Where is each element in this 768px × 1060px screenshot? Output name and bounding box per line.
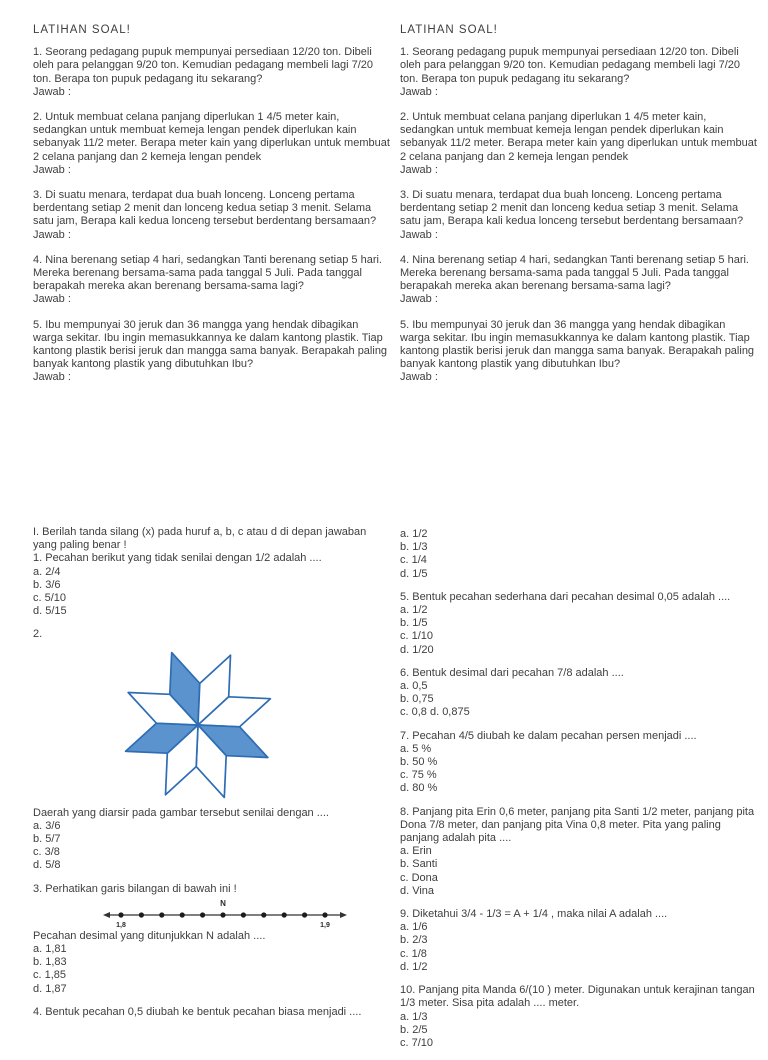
point-label: N — [220, 898, 226, 908]
answer-label: Jawab : — [33, 228, 71, 241]
answer-label: Jawab : — [33, 85, 71, 98]
option: c. Dona — [400, 871, 438, 884]
essay-question-1 — [400, 46, 758, 99]
page1-left-column — [33, 24, 391, 397]
option: a. 1/6 — [400, 921, 428, 934]
options-list — [400, 921, 758, 974]
mc-question-10 — [400, 984, 758, 1050]
question-stem: 8. Panjang pita Erin 0,6 meter, panjang pita Santi 1/2 meter, panjang pita Dona 7/8 meter, dan panjang pita Vina 0,8 meter. Pita yang paling panjang adalah pita .... — [400, 805, 755, 845]
option: d. Vina — [400, 884, 435, 897]
mc-question-7 — [400, 730, 758, 796]
option: b. 2/3 — [400, 934, 428, 947]
question-stem: 5. Bentuk pecahan sederhana dari pecahan desimal 0,05 adalah .... — [400, 590, 731, 603]
question-stem: 6. Bentuk desimal dari pecahan 7/8 adalah .... — [400, 666, 624, 679]
left-arrow-icon — [103, 912, 110, 918]
essay-question-4 — [400, 254, 758, 307]
question-stem: 4. Bentuk pecahan 0,5 diubah ke bentuk pecahan biasa menjadi .... — [33, 1005, 362, 1018]
option: c. 3/8 — [33, 846, 60, 859]
option: b. 1,83 — [33, 956, 67, 969]
option: b. 1/5 — [400, 617, 428, 630]
number-line-figure — [103, 899, 347, 929]
option: a. 2/4 — [33, 565, 61, 578]
tick-dot — [139, 912, 144, 917]
start-tick-label: 1,8 — [116, 921, 126, 929]
question-stem: 10. Panjang pita Manda 6/(10 ) meter. Digunakan untuk kerajinan tangan 1/3 meter. Sisa pita adalah .... meter. — [400, 984, 755, 1010]
option: a. 1/2 — [400, 604, 428, 617]
option: a. Erin — [400, 845, 432, 858]
essay-question-4 — [33, 254, 391, 307]
question-stem: Daerah yang diarsir pada gambar tersebut senilai dengan .... — [33, 806, 329, 819]
option: a. 1/3 — [400, 1010, 428, 1023]
tick-dot — [220, 912, 225, 917]
page2-left-column — [33, 526, 391, 1029]
answer-label: Jawab : — [400, 371, 438, 384]
essay-question-1 — [33, 46, 391, 99]
option: d. 1/5 — [400, 567, 428, 580]
question-text: 3. Di suatu menara, terdapat dua buah lonceng. Lonceng pertama berdentang setiap 2 menit dan lonceng kedua setiap 3 menit. Selama satu jam, Berapa kali kedua lonceng tersebut berdentang bersamaan? — [400, 189, 744, 228]
question-text: 3. Di suatu menara, terdapat dua buah lonceng. Lonceng pertama berdentang setiap 2 menit dan lonceng kedua setiap 3 menit. Selama satu jam, Berapa kali kedua lonceng tersebut berdentang bersamaan? — [33, 189, 377, 228]
option: d. 80 % — [400, 782, 438, 795]
option: b. 50 % — [400, 756, 438, 769]
right-arrow-icon — [340, 912, 347, 918]
mc-question-9 — [400, 908, 758, 974]
option: d. 1,87 — [33, 982, 67, 995]
tick-dot — [322, 912, 327, 917]
option: a. 3/6 — [33, 819, 61, 832]
number-line-svg — [103, 899, 347, 929]
question-text: 5. Ibu mempunyai 30 jeruk dan 36 mangga yang hendak dibagikan warga sekitar. Ibu ingin memasukkannya ke dalam kantong plastik. Tiap kantong plastik berisi jeruk dan mangga sama banyak. Berapakah paling banyak kantong plastik yang dibutuhkan Ibu? — [400, 318, 755, 371]
question-text: 5. Ibu mempunyai 30 jeruk dan 36 mangga yang hendak dibagikan warga sekitar. Ibu ingin memasukkannya ke dalam kantong plastik. Tiap kantong plastik berisi jeruk dan mangga sama banyak. Berapakah paling banyak kantong plastik yang dibutuhkan Ibu? — [33, 318, 388, 371]
tick-dot — [180, 912, 185, 917]
question-number: 2. — [33, 628, 43, 641]
options-list — [33, 820, 391, 873]
question-text: 1. Seorang pedagang pupuk mempunyai persediaan 12/20 ton. Dibeli oleh para pelanggan 9/20 ton. Kemudian pedagang membeli lagi 7/20 ton. Berapa ton pupuk pedagang itu sekarang? — [33, 46, 374, 85]
question-stem: 3. Perhatikan garis bilangan di bawah ini ! — [33, 882, 237, 895]
answer-label: Jawab : — [400, 85, 438, 98]
question-text: 4. Nina berenang setiap 4 hari, sedangkan Tanti berenang setiap 5 hari. Mereka berenang bersama-sama pada tanggal 5 Juli. Pada tanggal berapakah mereka akan berenang bersama-sama lagi? — [400, 253, 749, 293]
option: d. 5/15 — [33, 605, 67, 618]
answer-label: Jawab : — [33, 163, 71, 176]
mc-question-1 — [33, 552, 391, 618]
essay-question-5 — [33, 319, 391, 385]
options-list — [33, 566, 391, 619]
answer-label: Jawab : — [400, 163, 438, 176]
star-figure-svg — [110, 647, 286, 805]
tick-dot — [282, 912, 287, 917]
tick-dot — [159, 912, 164, 917]
mc-instruction: I. Berilah tanda silang (x) pada huruf a, b, c atau d di depan jawaban yang paling benar ! — [33, 526, 367, 552]
question-stem: Pecahan desimal yang ditunjukkan N adalah .... — [33, 929, 266, 942]
options-list — [400, 743, 758, 796]
page2-right-column — [400, 528, 758, 1060]
question-stem: 1. Pecahan berikut yang tidak senilai dengan 1/2 adalah .... — [33, 552, 322, 565]
mc-question-4-options — [400, 528, 758, 581]
options-list — [400, 845, 758, 898]
option: b. Santi — [400, 858, 438, 871]
essay-question-2 — [33, 111, 391, 177]
option: c. 5/10 — [33, 592, 67, 605]
answer-label: Jawab : — [33, 293, 71, 306]
tick-dot — [118, 912, 123, 917]
options-list — [400, 604, 758, 657]
tick-dot — [241, 912, 246, 917]
answer-label: Jawab : — [400, 293, 438, 306]
option: b. 3/6 — [33, 578, 61, 591]
options-list — [400, 680, 758, 720]
essay-question-3 — [400, 189, 758, 242]
question-stem: 9. Diketahui 3/4 - 1/3 = A + 1/4 , maka nilai A adalah .... — [400, 908, 668, 921]
option: c. 1,85 — [33, 969, 67, 982]
option: c. 1/8 — [400, 947, 427, 960]
star-figure — [110, 647, 286, 805]
options-list — [400, 528, 758, 581]
option: c. 0,8 d. 0,875 — [400, 706, 470, 719]
option: b. 0,75 — [400, 693, 434, 706]
mc-question-4 — [33, 1006, 391, 1019]
essay-question-3 — [33, 189, 391, 242]
mc-question-3 — [33, 883, 391, 996]
tick-dot — [302, 912, 307, 917]
option: b. 2/5 — [400, 1023, 428, 1036]
question-text: 2. Untuk membuat celana panjang diperlukan 1 4/5 meter kain, sedangkan untuk membuat kemeja lengan pendek diperlukan kain sebanyak 11/2 meter. Berapa meter kain yang diperlukan untuk membuat 2 celana panjang dan 2 kemeja lengan pendek — [400, 111, 757, 163]
question-text: 4. Nina berenang setiap 4 hari, sedangkan Tanti berenang setiap 5 hari. Mereka berenang bersama-sama pada tanggal 5 Juli. Pada tanggal berapakah mereka akan berenang bersama-sama lagi? — [33, 253, 382, 293]
options-list — [33, 943, 391, 996]
answer-label: Jawab : — [400, 228, 438, 241]
option: c. 7/10 — [400, 1036, 434, 1049]
question-text: 1. Seorang pedagang pupuk mempunyai persediaan 12/20 ton. Dibeli oleh para pelanggan 9/20 ton. Kemudian pedagang membeli lagi 7/20 ton. Berapa ton pupuk pedagang itu sekarang? — [400, 46, 741, 85]
question-text: 2. Untuk membuat celana panjang diperlukan 1 4/5 meter kain, sedangkan untuk membuat kemeja lengan pendek diperlukan kain sebanyak 11/2 meter. Berapa meter kain yang diperlukan untuk membuat 2 celana panjang dan 2 kemeja lengan pendek — [33, 111, 390, 163]
option: a. 5 % — [400, 742, 432, 755]
option: a. 0,5 — [400, 680, 428, 693]
option: c. 1/4 — [400, 554, 427, 567]
tick-dot — [261, 912, 266, 917]
essay-question-2 — [400, 111, 758, 177]
mc-question-8 — [400, 806, 758, 898]
option: d. 1/20 — [400, 643, 434, 656]
page1-right-column — [400, 24, 758, 397]
option: d. 1/2 — [400, 960, 428, 973]
option: c. 1/10 — [400, 630, 434, 643]
option: c. 75 % — [400, 769, 437, 782]
options-list — [400, 1011, 758, 1051]
essay-question-5 — [400, 319, 758, 385]
option: a. 1/2 — [400, 528, 428, 540]
option: b. 1/3 — [400, 541, 428, 554]
option: b. 5/7 — [33, 833, 61, 846]
end-tick-label: 1,9 — [320, 921, 330, 929]
answer-label: Jawab : — [33, 371, 71, 384]
tick-dot — [200, 912, 205, 917]
worksheet-title: LATIHAN SOAL! — [33, 24, 131, 36]
worksheet-title: LATIHAN SOAL! — [400, 24, 498, 36]
question-stem: 7. Pecahan 4/5 diubah ke dalam pecahan persen menjadi .... — [400, 729, 697, 742]
mc-question-5 — [400, 591, 758, 657]
option: a. 1,81 — [33, 943, 67, 956]
mc-question-2 — [33, 628, 391, 872]
mc-question-6 — [400, 667, 758, 720]
option: d. 5/8 — [33, 859, 61, 872]
